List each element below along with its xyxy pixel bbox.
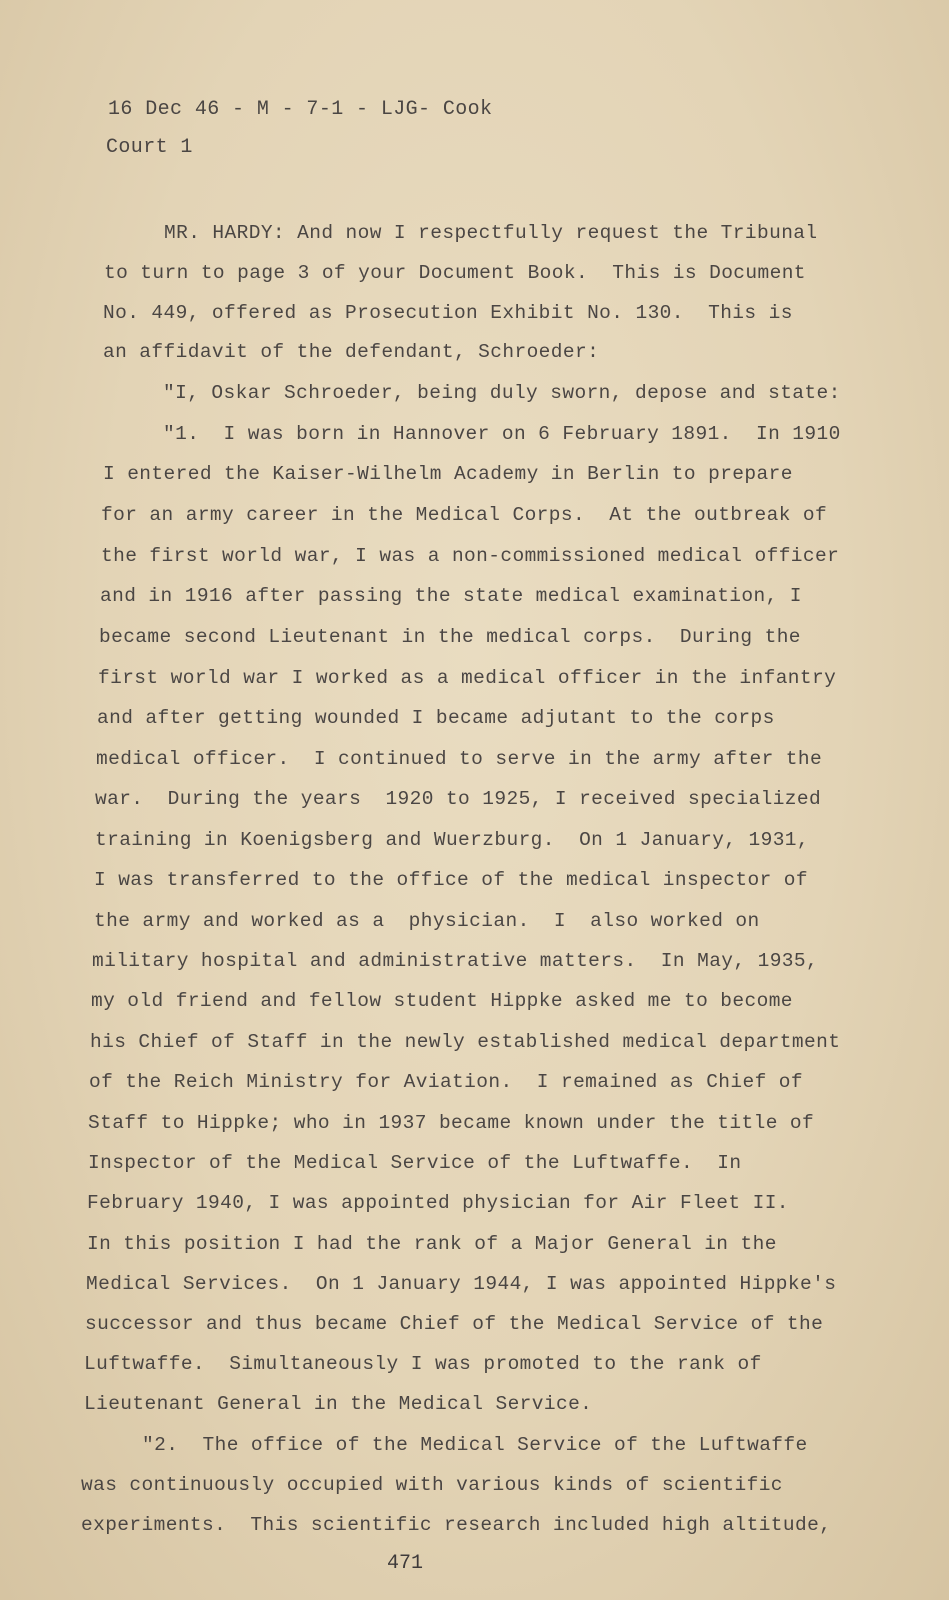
body-line: Staff to Hippke; who in 1937 became known under the title of [88, 1112, 815, 1134]
body-line: Medical Services. On 1 January 1944, I was appointed Hippke's [86, 1273, 837, 1295]
body-line: his Chief of Staff in the newly established medical department [90, 1031, 841, 1053]
body-line: of the Reich Ministry for Aviation. I remained as Chief of [89, 1071, 804, 1093]
body-line: In this position I had the rank of a Major General in the [87, 1233, 777, 1255]
body-line: "1. I was born in Hannover on 6 February 1891. In 1910 [163, 423, 841, 445]
body-line: Inspector of the Medical Service of the Luftwaffe. In [88, 1152, 742, 1174]
body-line: war. During the years 1920 to 1925, I received specialized [95, 788, 822, 810]
body-line: I entered the Kaiser-Wilhelm Academy in Berlin to prepare [103, 463, 793, 485]
body-line: was continuously occupied with various kinds of scientific [81, 1474, 783, 1496]
body-line: an affidavit of the defendant, Schroeder: [103, 341, 600, 363]
body-line: Lieutenant General in the Medical Service. [84, 1393, 593, 1415]
body-line: I was transferred to the office of the medical inspector of [94, 869, 809, 891]
body-line: the first world war, I was a non-commissioned medical officer [101, 545, 840, 567]
body-line: experiments. This scientific research included high altitude, [81, 1514, 832, 1536]
body-line: "I, Oskar Schroeder, being duly sworn, depose and state: [163, 382, 841, 404]
body-line: training in Koenigsberg and Wuerzburg. On 1 January, 1931, [95, 829, 810, 851]
body-line: the army and worked as a physician. I also worked on [94, 910, 760, 932]
body-line: February 1940, I was appointed physician for Air Fleet II. [87, 1192, 789, 1214]
body-line: first world war I worked as a medical officer in the infantry [98, 667, 837, 689]
body-line: "2. The office of the Medical Service of the Luftwaffe [142, 1434, 808, 1456]
body-line: medical officer. I continued to serve in the army after the [96, 748, 823, 770]
body-line: Luftwaffe. Simultaneously I was promoted to the rank of [84, 1353, 762, 1375]
body-line: MR. HARDY: And now I respectfully request the Tribunal [164, 222, 818, 244]
body-line: for an army career in the Medical Corps. At the outbreak of [101, 504, 828, 526]
body-line: successor and thus became Chief of the Medical Service of the [85, 1313, 824, 1335]
header-court: Court 1 [106, 136, 193, 159]
body-line: military hospital and administrative matters. In May, 1935, [92, 950, 819, 972]
body-line: my old friend and fellow student Hippke asked me to become [91, 990, 793, 1012]
body-line: No. 449, offered as Prosecution Exhibit No. 130. This is [103, 302, 793, 324]
page-number: 471 [387, 1552, 424, 1575]
body-line: to turn to page 3 of your Document Book. This is Document [104, 262, 806, 284]
body-line: became second Lieutenant in the medical corps. During the [99, 626, 801, 648]
body-line: and after getting wounded I became adjutant to the corps [97, 707, 775, 729]
body-line: and in 1916 after passing the state medical examination, I [100, 585, 802, 607]
header-reference: 16 Dec 46 - M - 7-1 - LJG- Cook [108, 98, 493, 121]
